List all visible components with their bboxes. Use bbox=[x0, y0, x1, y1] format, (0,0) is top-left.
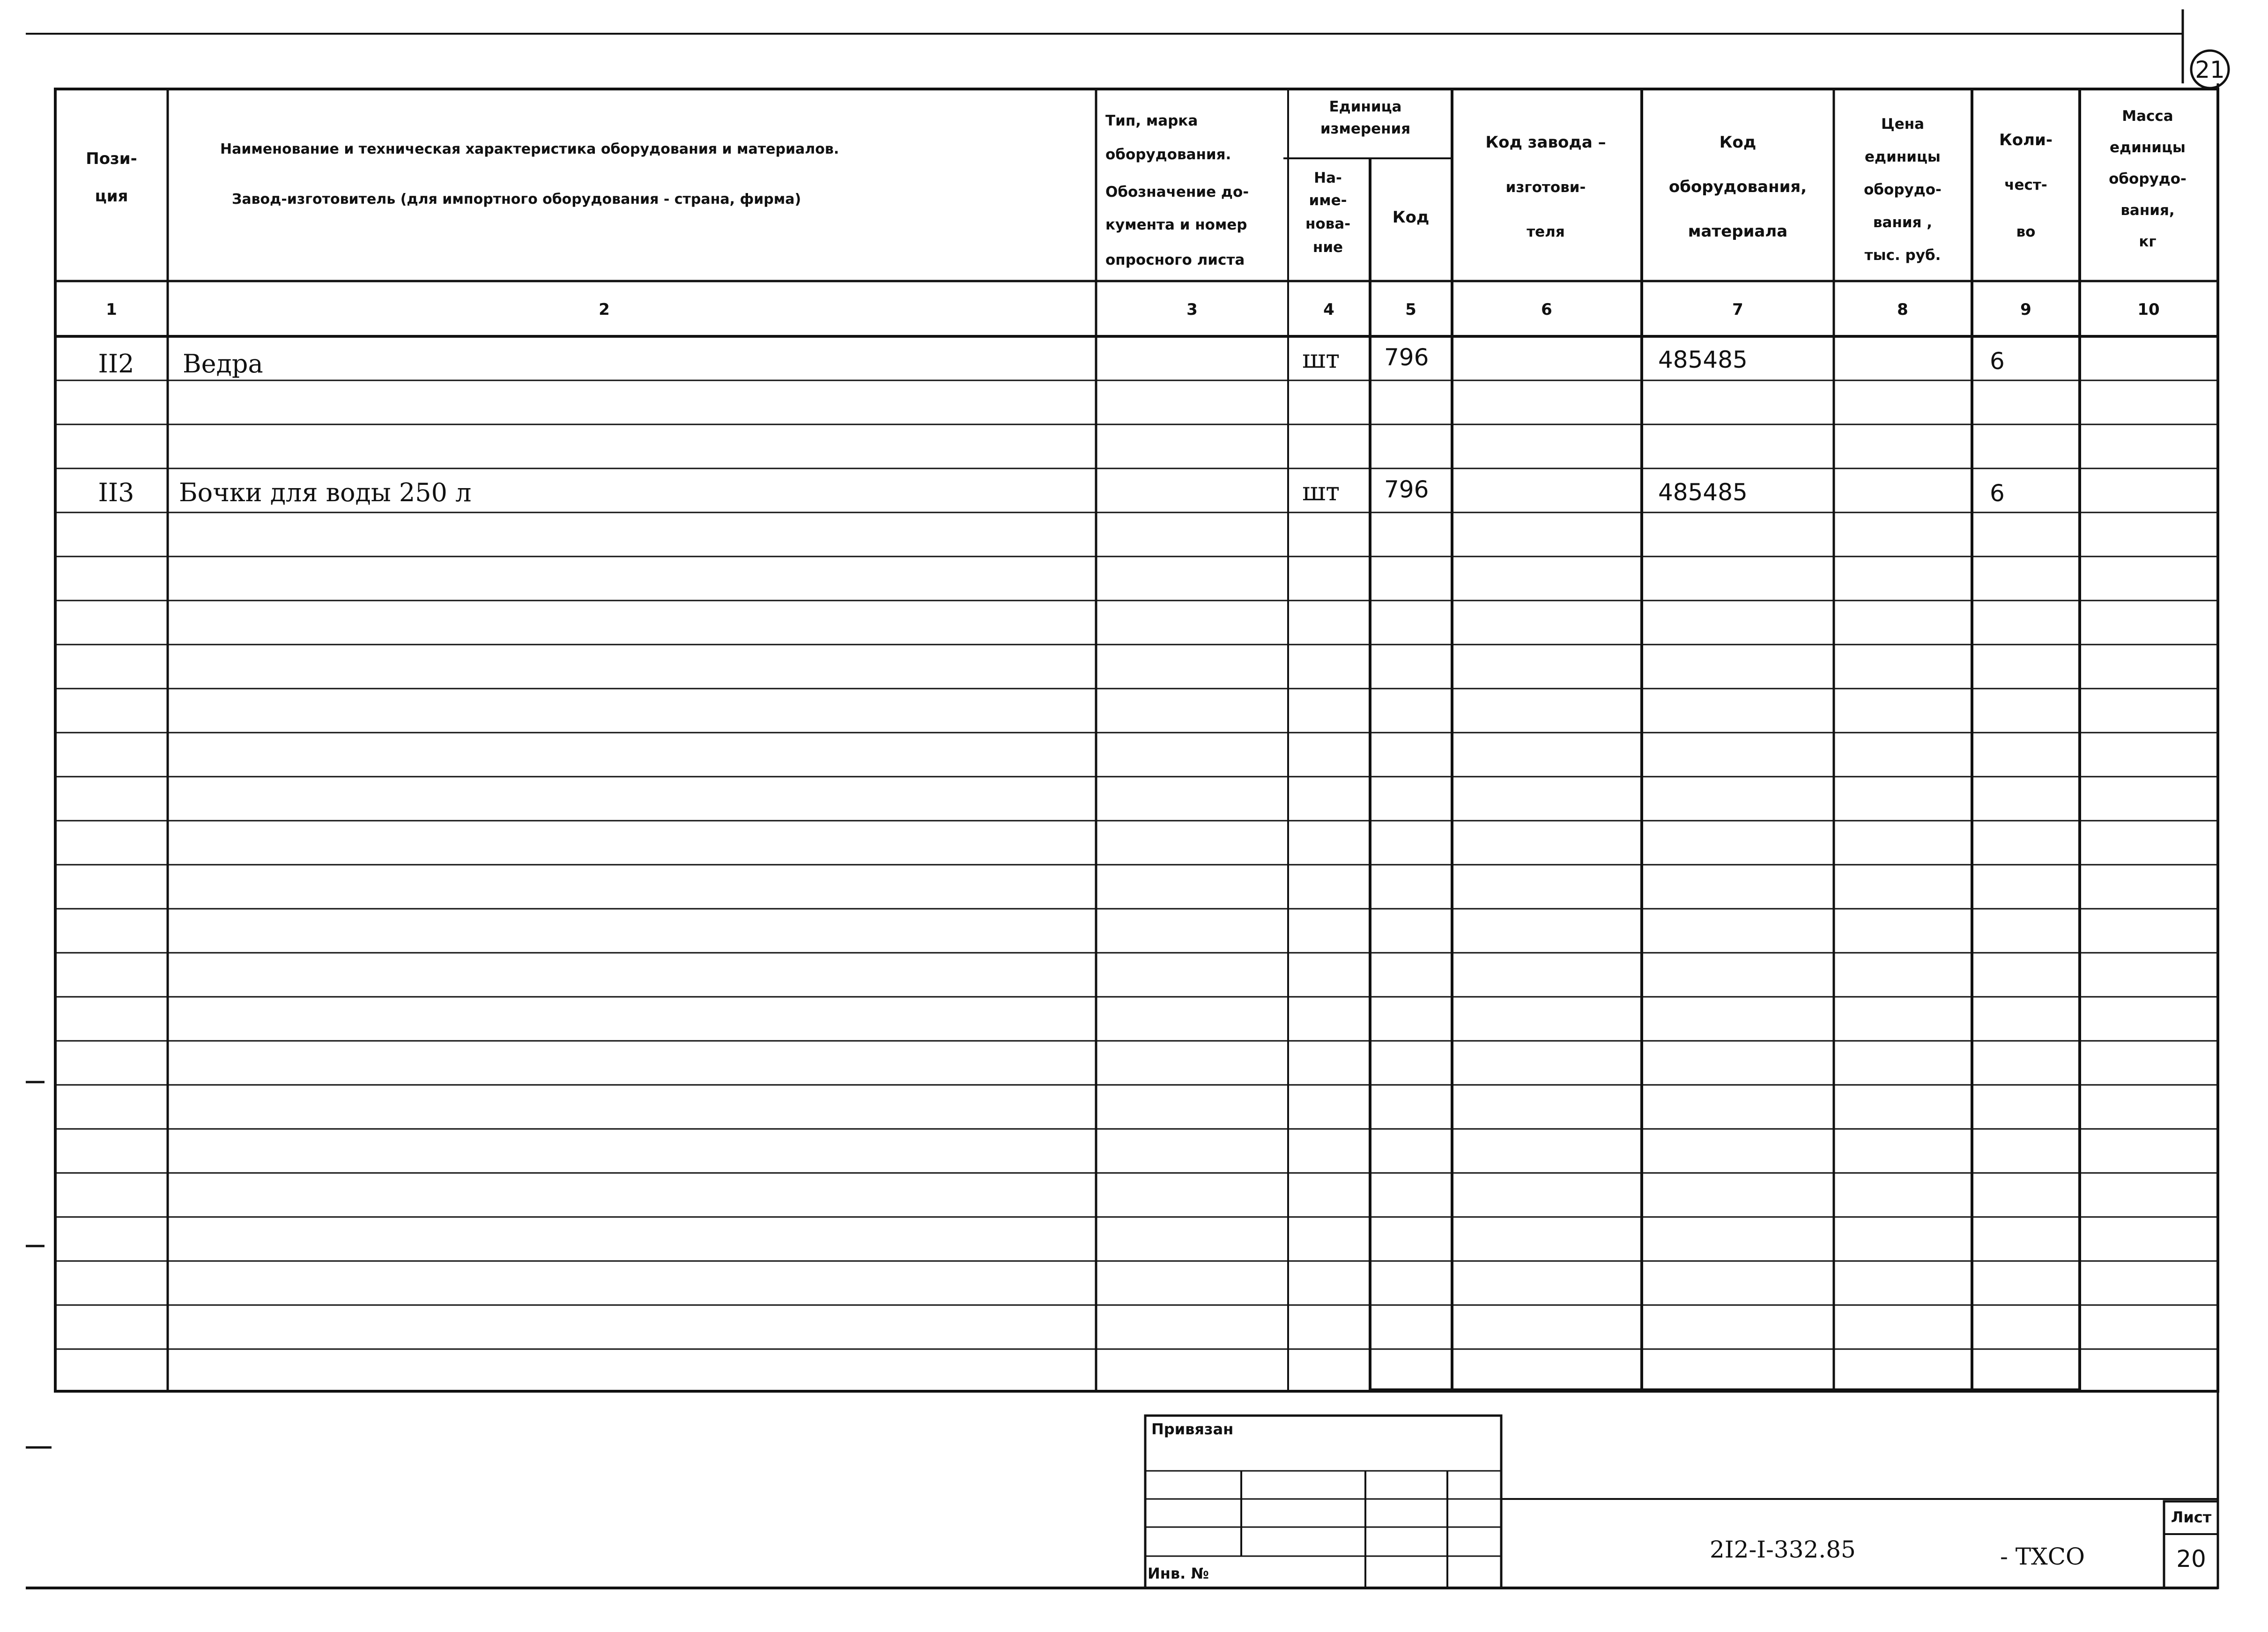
header-position bbox=[86, 149, 137, 206]
row-equipment-code: 485485 bbox=[1658, 346, 1748, 373]
column-number: 7 bbox=[1732, 300, 1743, 319]
row-unit: шт bbox=[1302, 477, 1340, 506]
svg-text:оборудования.: оборудования. bbox=[1105, 146, 1231, 163]
header-name bbox=[220, 141, 839, 208]
row-position: II2 bbox=[98, 349, 134, 378]
svg-text:оборудо-: оборудо- bbox=[1864, 181, 1942, 198]
table-row-rules bbox=[55, 380, 2218, 1349]
svg-text:оборудо-: оборудо- bbox=[2109, 171, 2186, 187]
table-row bbox=[98, 476, 2004, 507]
header-unit-code: Код bbox=[1392, 208, 1430, 227]
header-mass bbox=[2109, 108, 2186, 250]
svg-text:во: во bbox=[2016, 223, 2036, 240]
header-factory-code bbox=[1485, 133, 1606, 240]
svg-text:измерения: измерения bbox=[1320, 120, 1411, 137]
svg-text:нова-: нова- bbox=[1305, 215, 1351, 232]
table-header bbox=[86, 98, 2186, 268]
svg-text:оборудования,: оборудования, bbox=[1668, 178, 1807, 196]
svg-text:На-: На- bbox=[1314, 170, 1342, 186]
header-quantity bbox=[1999, 131, 2053, 240]
svg-text:Коли-: Коли- bbox=[1999, 131, 2053, 149]
svg-text:Масса: Масса bbox=[2122, 108, 2173, 125]
row-name: Ведра bbox=[183, 349, 263, 378]
column-number: 4 bbox=[1323, 300, 1334, 319]
svg-text:Код: Код bbox=[1719, 133, 1757, 152]
specification-table bbox=[55, 89, 2218, 1391]
row-quantity: 6 bbox=[1990, 348, 2005, 375]
column-number: 3 bbox=[1186, 300, 1198, 319]
row-position: II3 bbox=[98, 478, 134, 507]
corner-sheet-number bbox=[2191, 51, 2229, 88]
sheet-number: 20 bbox=[2176, 1545, 2206, 1573]
header-equipment-code bbox=[1669, 133, 1807, 241]
sheet-label: Лист bbox=[2171, 1508, 2212, 1526]
svg-text:чест-: чест- bbox=[2004, 177, 2047, 193]
column-number: 1 bbox=[106, 300, 117, 319]
svg-text:вания,: вания, bbox=[2120, 202, 2175, 219]
svg-text:кумента и номер: кумента и номер bbox=[1105, 216, 1247, 233]
svg-text:21: 21 bbox=[2195, 56, 2225, 83]
row-unit-code: 796 bbox=[1384, 344, 1429, 371]
column-number: 8 bbox=[1897, 300, 1908, 319]
column-number: 9 bbox=[2020, 300, 2031, 319]
svg-text:Цена: Цена bbox=[1881, 116, 1925, 133]
row-quantity: 6 bbox=[1990, 480, 2005, 507]
svg-text:ние: ние bbox=[1312, 239, 1343, 256]
column-number: 10 bbox=[2137, 300, 2160, 319]
svg-text:опросного листа: опросного листа bbox=[1105, 252, 1245, 268]
svg-text:единицы: единицы bbox=[2110, 139, 2186, 156]
svg-text:Пози-: Пози- bbox=[86, 149, 137, 168]
document-code: 2I2-I-332.85 bbox=[1710, 1536, 1856, 1563]
svg-text:изготови-: изготови- bbox=[1505, 179, 1586, 196]
row-name: Бочки для воды 250 л bbox=[179, 478, 472, 507]
svg-text:материала: материала bbox=[1688, 222, 1788, 241]
svg-text:Код завода –: Код завода – bbox=[1485, 133, 1606, 152]
document-suffix: - ТХСО bbox=[2000, 1543, 2085, 1570]
header-type bbox=[1105, 112, 1249, 268]
sheet-frame bbox=[26, 9, 2218, 1588]
svg-text:теля: теля bbox=[1527, 223, 1565, 240]
svg-text:вания ,: вания , bbox=[1873, 214, 1933, 231]
privyazan-label: Привязан bbox=[1151, 1420, 1234, 1438]
header-unit-name bbox=[1305, 170, 1350, 256]
svg-text:ция: ция bbox=[95, 187, 128, 206]
svg-text:единицы: единицы bbox=[1865, 148, 1941, 165]
column-numbers bbox=[106, 300, 2160, 319]
header-price bbox=[1864, 116, 1942, 264]
row-unit: шт bbox=[1302, 344, 1340, 374]
svg-text:име-: име- bbox=[1309, 192, 1347, 209]
column-number: 2 bbox=[599, 300, 610, 319]
svg-text:Единица: Единица bbox=[1329, 98, 1402, 115]
row-equipment-code: 485485 bbox=[1658, 479, 1748, 506]
svg-text:кг: кг bbox=[2139, 233, 2157, 250]
svg-text:Завод-изготовитель (для импор: Завод-изготовитель (для импортного оборудования - страна, фирма) bbox=[232, 191, 801, 208]
row-unit-code: 796 bbox=[1384, 476, 1429, 503]
svg-text:Наименование и техническая хар: Наименование и техническая характеристика оборудования и материалов. bbox=[220, 141, 839, 157]
header-unit bbox=[1320, 98, 1410, 137]
table-row bbox=[98, 344, 2004, 378]
svg-text:Тип, марка: Тип, марка bbox=[1105, 112, 1198, 129]
column-number: 6 bbox=[1541, 300, 1552, 319]
title-block-text bbox=[1148, 1420, 2212, 1582]
column-number: 5 bbox=[1405, 300, 1416, 319]
inventory-number-label: Инв. № bbox=[1148, 1565, 1209, 1582]
svg-text:Обозначение до-: Обозначение до- bbox=[1105, 184, 1249, 200]
svg-text:тыс. руб.: тыс. руб. bbox=[1864, 247, 1941, 264]
